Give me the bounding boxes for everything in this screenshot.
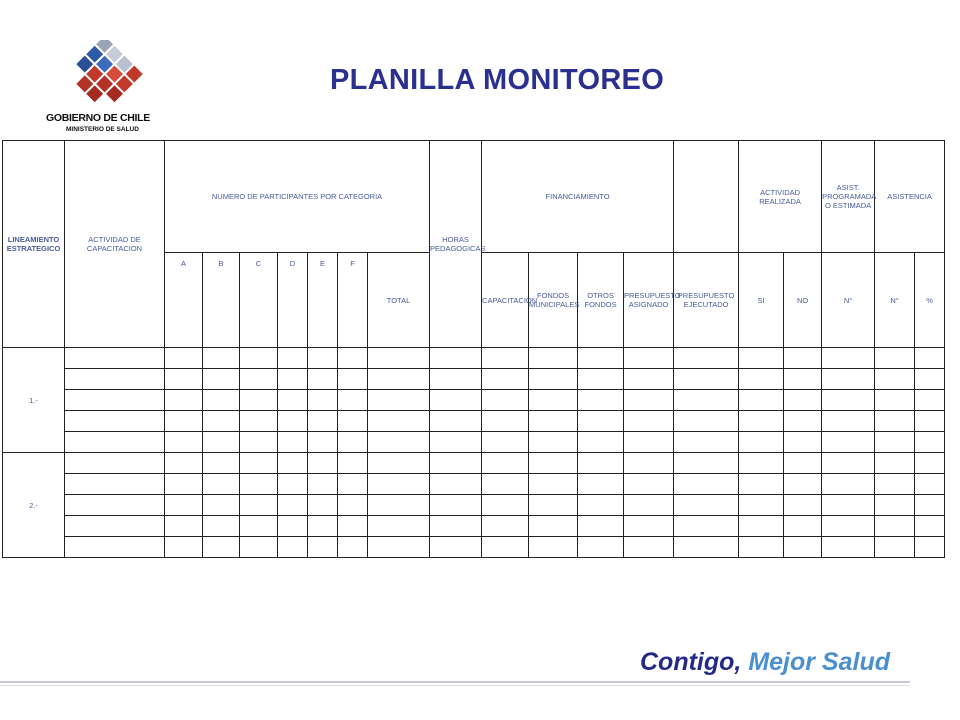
table-cell[interactable] [240,390,278,411]
table-cell[interactable] [338,453,368,474]
table-cell[interactable] [784,369,822,390]
footer-divider-thin [0,685,910,686]
table-cell[interactable] [529,453,578,474]
table-cell[interactable] [578,453,624,474]
table-cell[interactable] [368,348,430,369]
table-cell[interactable] [674,495,739,516]
table-cell[interactable] [674,348,739,369]
subheader-si: SI [739,253,784,348]
table-cell[interactable] [875,516,915,537]
table-cell[interactable] [240,495,278,516]
table-cell[interactable] [875,495,915,516]
row-group-label: 1.- [3,348,65,453]
table-row [3,348,945,369]
table-cell[interactable] [278,369,308,390]
table-cell[interactable] [578,432,624,453]
table-cell[interactable] [203,390,240,411]
table-cell[interactable] [203,516,240,537]
table-cell[interactable] [529,369,578,390]
table-cell[interactable] [739,495,784,516]
table-cell[interactable] [739,537,784,558]
table-cell[interactable] [65,537,165,558]
table-cell[interactable] [430,390,482,411]
table-cell[interactable] [674,474,739,495]
table-cell[interactable] [624,432,674,453]
table-cell[interactable] [368,474,430,495]
subheader-otros-fondos: OTROS FONDOS [578,253,624,348]
subheader-fondos-municipales: FONDOS MUNICIPALES [529,253,578,348]
subheader-cat-f: F [338,253,368,348]
table-cell[interactable] [308,537,338,558]
table-cell[interactable] [674,369,739,390]
table-cell[interactable] [739,390,784,411]
table-cell[interactable] [784,411,822,432]
table-cell[interactable] [915,432,945,453]
header-lineamiento: LINEAMIENTO ESTRATEGICO [3,141,65,348]
table-cell[interactable] [529,390,578,411]
table-cell[interactable] [915,537,945,558]
table-cell[interactable] [338,369,368,390]
table-cell[interactable] [482,432,529,453]
table-cell[interactable] [430,516,482,537]
table-cell[interactable] [482,537,529,558]
header-actividad-realizada: ACTIVIDAD REALIZADA [739,141,822,253]
table-cell[interactable] [430,348,482,369]
table-cell[interactable] [165,537,203,558]
table-cell[interactable] [165,516,203,537]
table-cell[interactable] [739,516,784,537]
table-cell[interactable] [65,390,165,411]
subheader-cat-d: D [278,253,308,348]
table-cell[interactable] [674,516,739,537]
header-actividad: ACTIVIDAD DE CAPACITACION [65,141,165,348]
table-cell[interactable] [65,453,165,474]
table-cell[interactable] [739,474,784,495]
table-cell[interactable] [430,495,482,516]
slogan-part-contigo: Contigo, [640,648,742,676]
table-cell[interactable] [203,348,240,369]
table-cell[interactable] [624,537,674,558]
table-cell[interactable] [278,453,308,474]
slogan-part-mejor-salud: Mejor Salud [748,648,890,676]
table-cell[interactable] [430,432,482,453]
table-cell[interactable] [529,474,578,495]
table-cell[interactable] [65,369,165,390]
subheader-num-programada: N° [822,253,875,348]
table-cell[interactable] [529,495,578,516]
table-cell[interactable] [165,369,203,390]
subheader-num-asistencia: N° [875,253,915,348]
table-cell[interactable] [430,474,482,495]
table-cell[interactable] [482,348,529,369]
table-cell[interactable] [65,516,165,537]
table-cell[interactable] [278,390,308,411]
table-cell[interactable] [338,411,368,432]
table-cell[interactable] [875,474,915,495]
table-cell[interactable] [368,453,430,474]
table-cell[interactable] [578,369,624,390]
table-cell[interactable] [308,369,338,390]
table-cell[interactable] [915,516,945,537]
table-cell[interactable] [308,390,338,411]
table-cell[interactable] [240,474,278,495]
table-cell[interactable] [368,411,430,432]
table-cell[interactable] [278,474,308,495]
table-cell[interactable] [624,495,674,516]
table-cell[interactable] [65,495,165,516]
table-cell[interactable] [822,537,875,558]
table-cell[interactable] [368,390,430,411]
table-cell[interactable] [308,516,338,537]
table-cell[interactable] [203,432,240,453]
table-cell[interactable] [203,495,240,516]
table-row [3,516,945,537]
subheader-presupuesto-ejecutado: PRESUPUESTO EJECUTADO [674,253,739,348]
header-asistencia: ASISTENCIA [875,141,945,253]
table-cell[interactable] [240,369,278,390]
table-cell[interactable] [65,474,165,495]
table-cell[interactable] [165,348,203,369]
table-cell[interactable] [784,474,822,495]
subheader-presupuesto-asignado: PRESUPUESTO ASIGNADO [624,253,674,348]
table-row [3,390,945,411]
header-participantes: NUMERO DE PARTICIPANTES POR CATEGORIA [165,141,430,253]
table-cell[interactable] [875,537,915,558]
table-cell[interactable] [739,432,784,453]
table-cell[interactable] [278,432,308,453]
table-cell[interactable] [529,516,578,537]
table-cell[interactable] [240,411,278,432]
table-cell[interactable] [368,495,430,516]
header-financiamiento: FINANCIAMIENTO [482,141,674,253]
subheader-capacitacion: CAPACITACION [482,253,529,348]
table-cell[interactable] [578,411,624,432]
table-cell[interactable] [338,432,368,453]
table-cell[interactable] [624,348,674,369]
table-cell[interactable] [529,537,578,558]
table-cell[interactable] [529,432,578,453]
table-cell[interactable] [368,432,430,453]
table-cell[interactable] [338,495,368,516]
monitoring-table [2,140,945,558]
table-cell[interactable] [482,474,529,495]
table-cell[interactable] [624,453,674,474]
table-cell[interactable] [308,432,338,453]
table-cell[interactable] [674,411,739,432]
header-asist-prog: ASIST. PROGRAMADA O ESTIMADA [822,141,875,253]
table-cell[interactable] [624,516,674,537]
table-cell[interactable] [624,411,674,432]
subheader-pct: % [915,253,945,348]
table-row [3,411,945,432]
table-cell[interactable] [674,390,739,411]
table-cell[interactable] [784,390,822,411]
table-cell[interactable] [240,348,278,369]
table-cell[interactable] [308,453,338,474]
table-cell[interactable] [875,432,915,453]
table-cell[interactable] [308,474,338,495]
table-cell[interactable] [203,474,240,495]
table-cell[interactable] [822,369,875,390]
table-cell[interactable] [203,411,240,432]
subheader-no: NO [784,253,822,348]
table-cell[interactable] [240,537,278,558]
table-cell[interactable] [624,474,674,495]
table-cell[interactable] [278,411,308,432]
table-cell[interactable] [240,516,278,537]
table-cell[interactable] [875,390,915,411]
table-cell[interactable] [240,432,278,453]
table-cell[interactable] [578,348,624,369]
table-row [3,474,945,495]
logo-text-ministerio: MINISTERIO DE SALUD [66,126,139,133]
table-row [3,432,945,453]
data-rows [3,348,945,558]
table-cell[interactable] [430,453,482,474]
table-cell[interactable] [278,516,308,537]
table-cell[interactable] [875,411,915,432]
table-cell[interactable] [529,348,578,369]
gobierno-logo [40,40,160,140]
table-cell[interactable] [338,537,368,558]
table-cell[interactable] [482,516,529,537]
footer-divider [0,681,910,683]
table-cell[interactable] [915,453,945,474]
table-cell[interactable] [165,495,203,516]
table-cell[interactable] [578,516,624,537]
table-cell[interactable] [875,453,915,474]
table-cell[interactable] [65,411,165,432]
table-cell[interactable] [624,369,674,390]
header-horas: HORAS PEDAGOGICAS [430,141,482,348]
table-cell[interactable] [308,495,338,516]
table-cell[interactable] [739,369,784,390]
table-cell[interactable] [165,453,203,474]
table-cell[interactable] [739,348,784,369]
slogan [640,648,890,677]
table-cell[interactable] [784,537,822,558]
table-cell[interactable] [65,348,165,369]
table-cell[interactable] [784,348,822,369]
table-cell[interactable] [578,390,624,411]
table-cell[interactable] [165,432,203,453]
subheader-total: TOTAL [368,253,430,348]
table-row [3,369,945,390]
subheader-cat-e: E [308,253,338,348]
table-cell[interactable] [784,432,822,453]
table-cell[interactable] [368,516,430,537]
table-cell[interactable] [278,495,308,516]
table-cell[interactable] [338,474,368,495]
table-cell[interactable] [915,348,945,369]
table-cell[interactable] [822,390,875,411]
table-cell[interactable] [578,474,624,495]
table-cell[interactable] [482,411,529,432]
table-cell[interactable] [915,390,945,411]
table-cell[interactable] [784,495,822,516]
table-cell[interactable] [624,390,674,411]
subheader-cat-c: C [240,253,278,348]
table-cell[interactable] [674,453,739,474]
table-cell[interactable] [739,453,784,474]
table-cell[interactable] [368,537,430,558]
table-cell[interactable] [430,537,482,558]
page-title: PLANILLA MONITOREO [330,64,665,96]
table-cell[interactable] [822,495,875,516]
table-cell[interactable] [822,453,875,474]
table-row [3,495,945,516]
table-cell[interactable] [822,411,875,432]
table-cell[interactable] [240,453,278,474]
table-cell[interactable] [430,369,482,390]
row-group-label: 2.- [3,453,65,558]
table-cell[interactable] [482,390,529,411]
table-cell[interactable] [875,369,915,390]
table-cell[interactable] [65,432,165,453]
table-cell[interactable] [278,348,308,369]
table-cell[interactable] [165,411,203,432]
table-cell[interactable] [784,516,822,537]
subheader-cat-a: A [165,253,203,348]
table-cell[interactable] [822,474,875,495]
table-cell[interactable] [368,369,430,390]
table-cell[interactable] [482,495,529,516]
table-cell[interactable] [482,453,529,474]
table-cell[interactable] [482,369,529,390]
table-cell[interactable] [308,348,338,369]
table-cell[interactable] [875,348,915,369]
table-cell[interactable] [822,516,875,537]
table-cell[interactable] [915,411,945,432]
table-cell[interactable] [674,537,739,558]
table-cell[interactable] [915,474,945,495]
table-cell[interactable] [338,516,368,537]
table-cell[interactable] [203,453,240,474]
subheader-cat-b: B [203,253,240,348]
table-cell[interactable] [915,369,945,390]
table-cell[interactable] [278,537,308,558]
table-row [3,453,945,474]
table-cell[interactable] [915,495,945,516]
table-cell[interactable] [203,369,240,390]
gobierno-emblem-icon [62,40,150,110]
table-cell[interactable] [529,411,578,432]
table-cell[interactable] [822,348,875,369]
table-cell[interactable] [165,474,203,495]
header-blank [674,141,739,253]
table-cell[interactable] [822,432,875,453]
table-cell[interactable] [165,390,203,411]
table-cell[interactable] [338,390,368,411]
table-cell[interactable] [784,453,822,474]
table-cell[interactable] [578,495,624,516]
table-cell[interactable] [430,411,482,432]
table-cell[interactable] [338,348,368,369]
table-cell[interactable] [203,537,240,558]
table-cell[interactable] [674,432,739,453]
logo-text-gobierno: GOBIERNO DE CHILE [46,112,150,124]
table-cell[interactable] [578,537,624,558]
table-row [3,537,945,558]
table-cell[interactable] [308,411,338,432]
table-cell[interactable] [739,411,784,432]
